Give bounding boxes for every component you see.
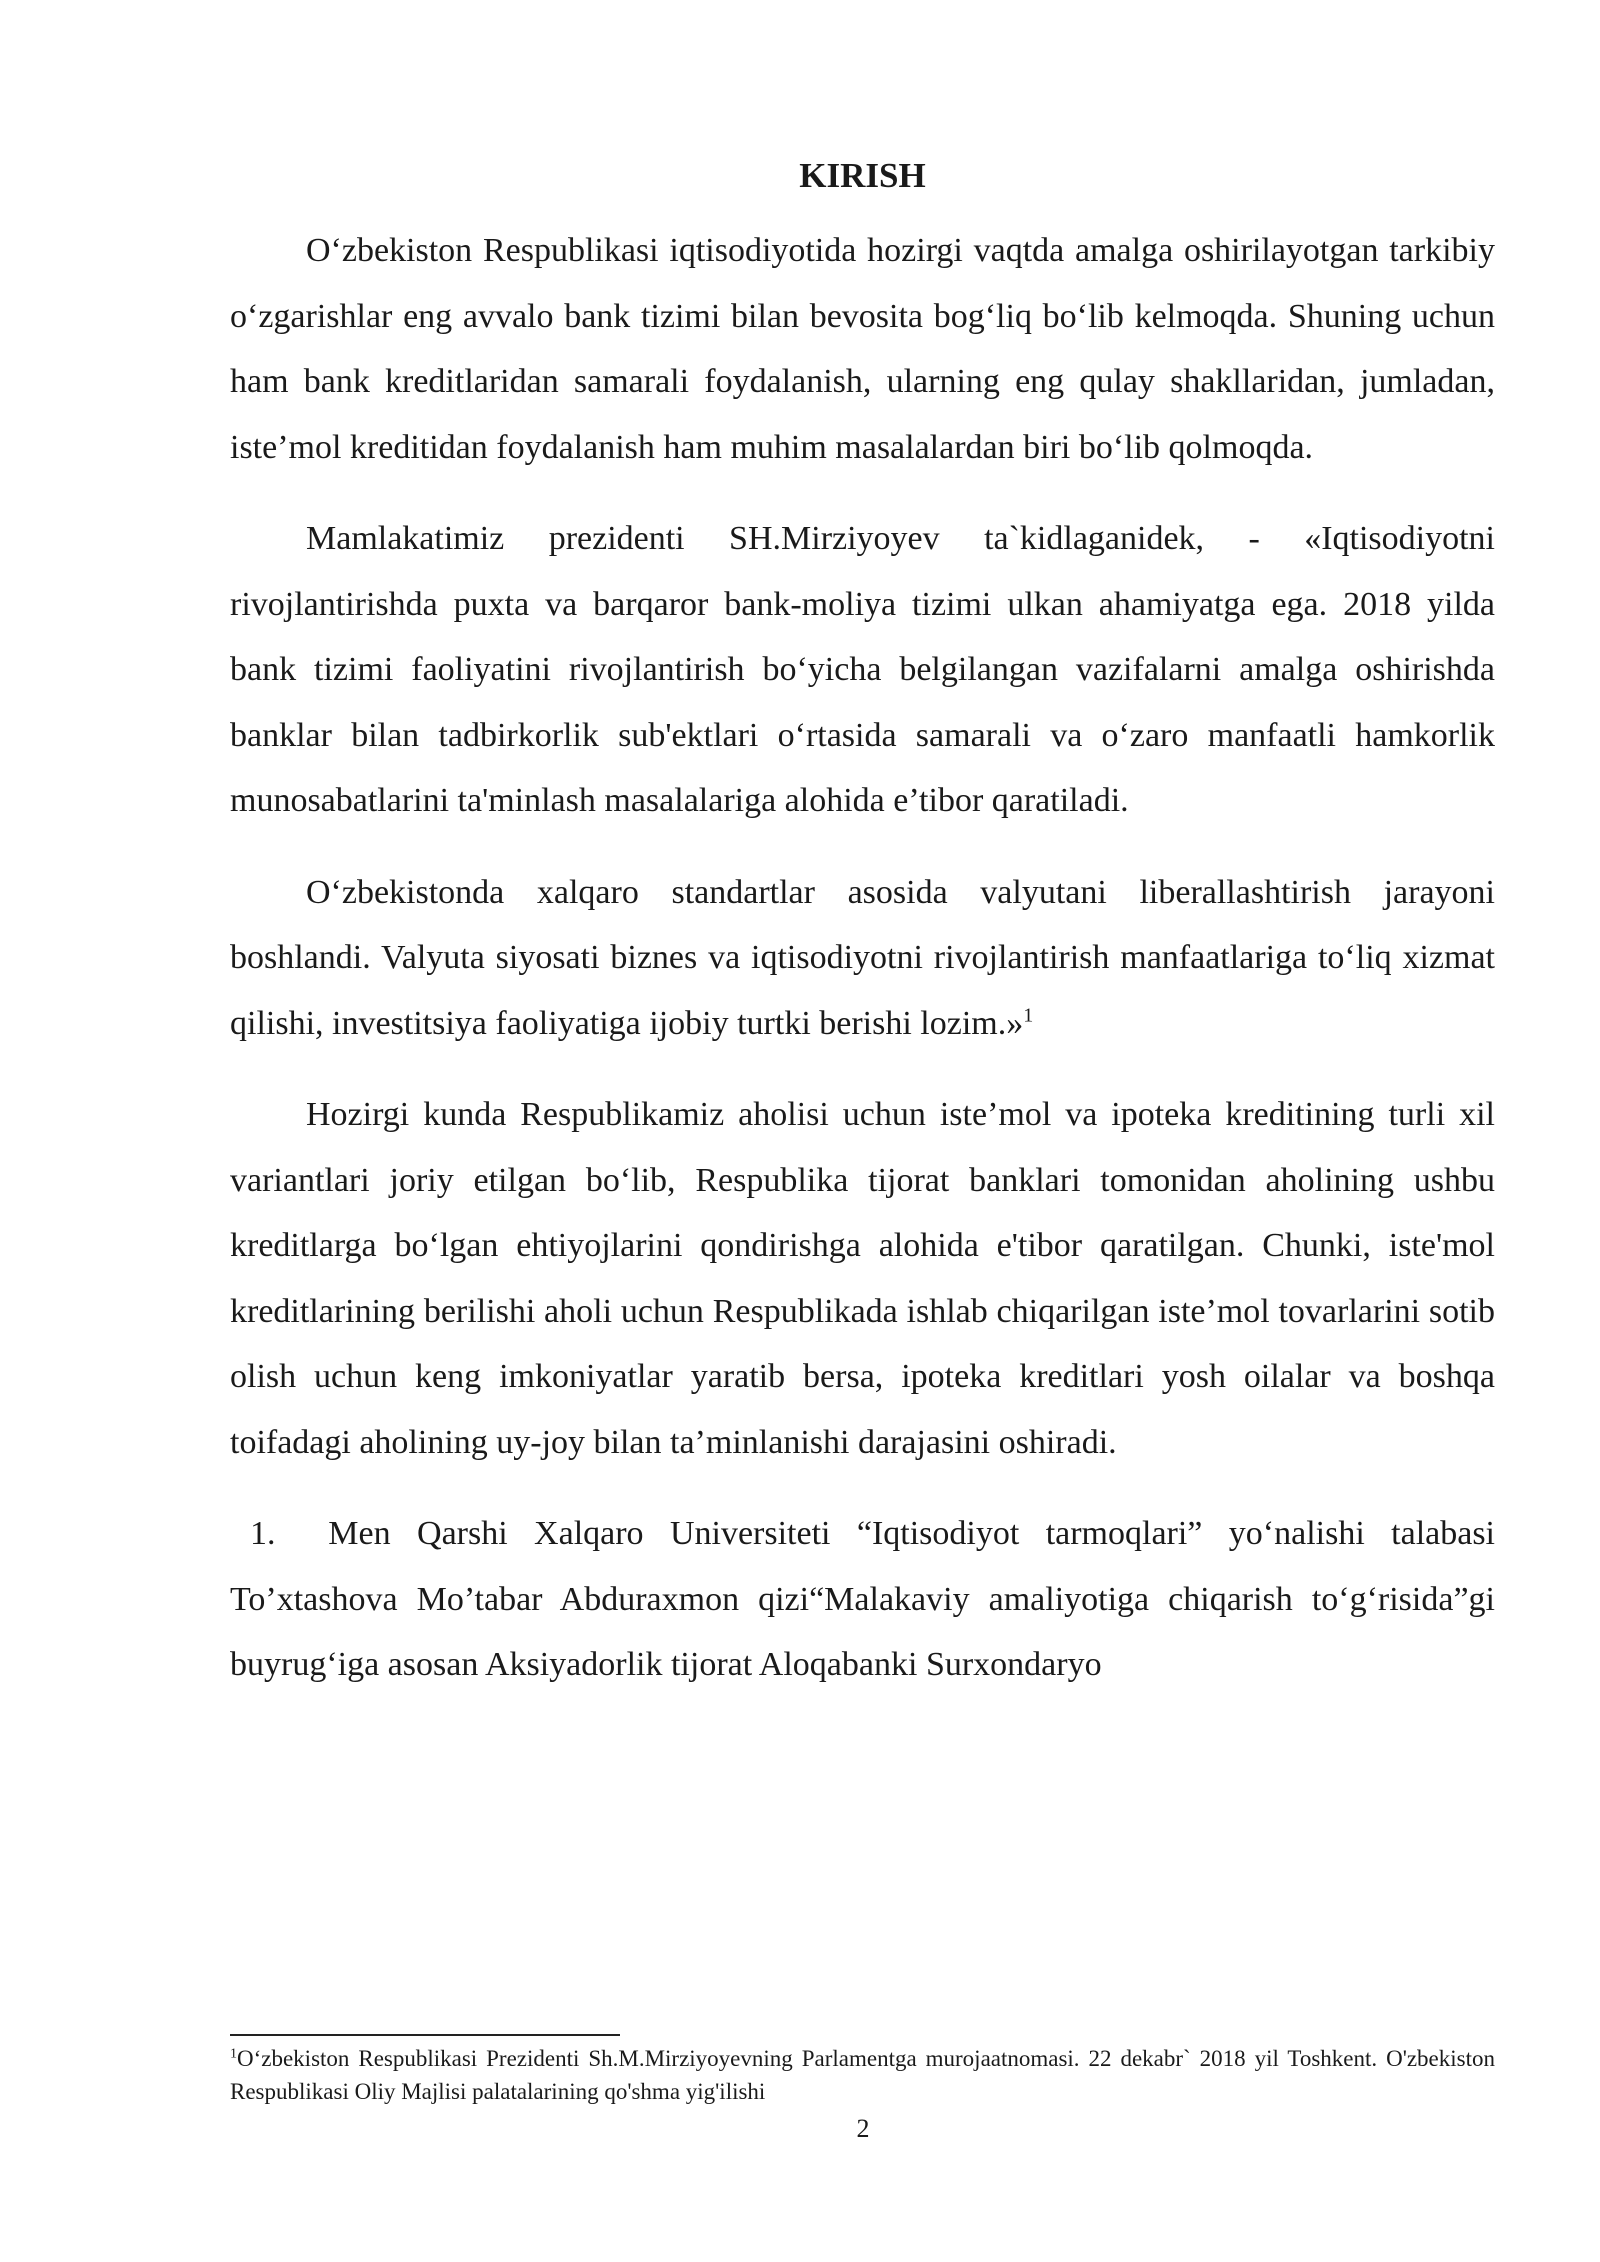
list-item: [230, 1501, 1495, 1698]
paragraph-1-text: O‘zbekiston Respublikasi iqtisodiyotida hozirgi vaqtda amalga oshirilayotgan tarkibiy o‘zgarishlar eng avvalo bank tizimi bilan bevosita bog‘liq bo‘lib kelmoqda. Shuning uchun ham bank kreditlaridan samarali foydalanish, ularning eng qulay shakllaridan, jumladan, iste’mol kreditidan foydalanish ham muhim masalalardan biri bo‘lib qolmoqda.: [230, 232, 1495, 466]
paragraph-3-text: O‘zbekistonda xalqaro standartlar asosida valyutani liberallashtirish jarayoni boshlandi. Valyuta siyosati biznes va iqtisodiyotni rivojlantirish manfaatlariga to‘liq xizmat qilishi, investitsiya faoliyatiga ijobiy turtki berishi lozim.»: [230, 873, 1495, 1042]
footnote-reference[interactable]: 1: [1023, 1004, 1034, 1027]
paragraph-2-text: Mamlakatimiz prezidenti SH.Mirziyoyev ta`kidlaganidek, - «Iqtisodiyotni rivojlantirishda puxta va barqaror bank-moliya tizimi ulkan ahamiyatga ega. 2018 yilda bank tizimi faoliyatini rivojlantirish bo‘yicha belgilangan vazifalarni amalga oshirishda banklar bilan tadbirkorlik sub'ektlari o‘rtasida samarali va o‘zaro manfaatli hamkorlik munosabatlarini ta'minlash masalalariga alohida e’tibor qaratiladi.: [230, 520, 1495, 819]
paragraph-1: [230, 218, 1495, 480]
page-number: 2: [856, 2114, 870, 2143]
paragraph-2: [230, 506, 1495, 834]
paragraph-4-text: Hozirgi kunda Respublikamiz aholisi uchun iste’mol va ipoteka kreditining turli xil variantlari joriy etilgan bo‘lib, Respublika tijorat banklari tomonidan aholining ushbu kreditlarga bo‘lgan ehtiyojlarini qondirishga alohida e'tibor qaratilgan. Chunki, iste'mol kreditlarining berilishi aholi uchun Respublikada ishlab chiqarilgan iste’mol tovarlarini sotib olish uchun keng imkoniyatlar yaratib bersa, ipoteka kreditlari yosh oilalar va boshqa toifadagi aholining uy-joy bilan ta’minlanishi darajasini oshiradi.: [230, 1096, 1495, 1461]
footnote-text: O‘zbekiston Respublikasi Prezidenti Sh.M.Mirziyoyevning Parlamentga murojaatnomasi. 22 dekabr` 2018 yil Toshkent. O'zbekiston Respublikasi Oliy Majlisi palatalarining qo'shma yig'ilishi: [230, 2046, 1495, 2104]
paragraph-3: [230, 860, 1495, 1057]
paragraph-4: [230, 1082, 1495, 1475]
list-item-number: 1.: [250, 1515, 276, 1552]
footnote: [230, 2042, 1495, 2108]
page-title: KIRISH: [799, 156, 926, 195]
list-item-text: Men Qarshi Xalqaro Universiteti “Iqtisodiyot tarmoqlari” yo‘nalishi talabasi To’xtashova Mo’tabar Abduraxmon qizi“Malakaviy amaliyotiga chiqarish to‘g‘risida”gi buyrug‘iga asosan Aksiyadorlik tijorat Aloqabanki Surxondaryo: [230, 1515, 1496, 1683]
page-body: [230, 148, 1495, 1698]
footnote-separator: [230, 2034, 620, 2036]
footnote-marker: 1: [230, 2046, 237, 2062]
